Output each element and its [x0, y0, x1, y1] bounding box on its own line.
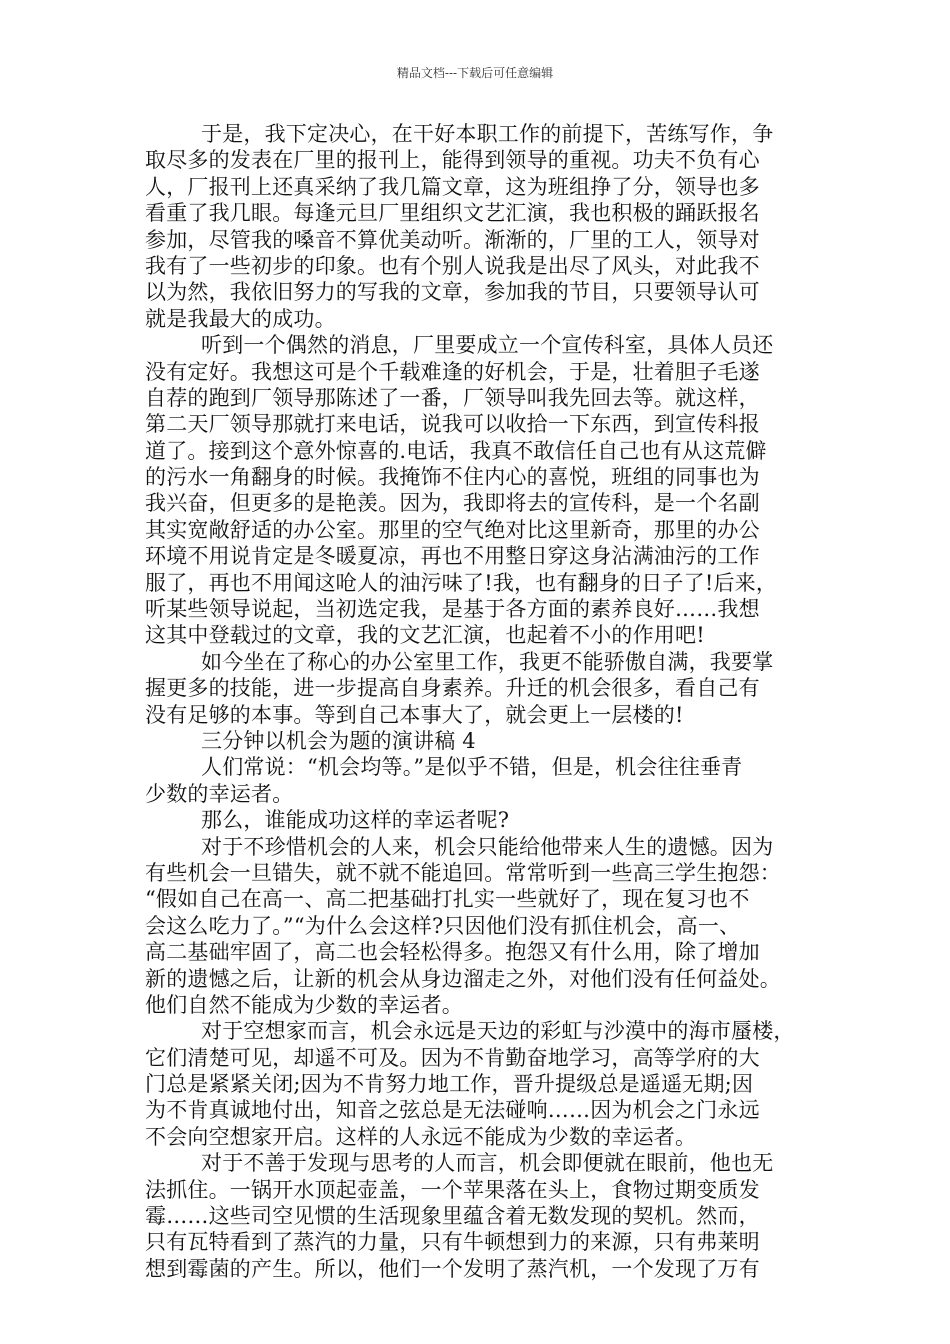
text-line: 霉……这些司空见惯的生活现象里蕴含着无数发现的契机。然而，: [145, 1204, 760, 1229]
text-line: 只有瓦特看到了蒸汽的力量，只有牛顿想到力的来源，只有弗莱明: [145, 1230, 760, 1255]
document-body: [145, 121, 807, 1282]
text-line: 对于空想家而言，机会永远是天边的彩虹与沙漠中的海市蜃楼，: [201, 1019, 795, 1044]
text-line: 环境不用说肯定是冬暖夏凉，再也不用整日穿这身沾满油污的工作: [145, 544, 760, 569]
text-line: 三分钟以机会为题的演讲稿 4: [201, 728, 476, 753]
text-line: 人们常说：“机会均等。”是似乎不错，但是，机会往往垂青: [201, 755, 743, 780]
text-line: 听某些领导说起，当初选定我，是基于各方面的素养良好……我想: [145, 597, 760, 622]
text-line: 就是我最大的成功。: [145, 306, 336, 331]
text-line: 参加，尽管我的嗓音不算优美动听。渐渐的，厂里的工人，领导对: [145, 227, 760, 252]
text-line: “假如自己在高一、高二把基础打扎实一些就好了，现在复习也不: [145, 887, 750, 912]
text-line: 对于不珍惜机会的人来，机会只能给他带来人生的遗憾。因为: [201, 834, 774, 859]
text-line: 那么，谁能成功这样的幸运者呢?: [201, 808, 510, 833]
text-line: 人，厂报刊上还真采纳了我几篇文章，这为班组挣了分，领导也多: [145, 174, 760, 199]
text-line: 新的遗憾之后，让新的机会从身边溜走之外，对他们没有任何益处。: [145, 966, 781, 991]
text-line: 有些机会一旦错失，就不就不能追回。常常听到一些高三学生抱怨：: [145, 860, 781, 885]
text-line: 道了。接到这个意外惊喜的.电话，我真不敢信任自己也有从这荒僻: [145, 438, 767, 463]
text-line: 没有定好。我想这可是个千载难逢的好机会，于是，壮着胆子毛遂: [145, 359, 760, 384]
text-line: 看重了我几眼。每逢元旦厂里组织文艺汇演，我也积极的踊跃报名: [145, 201, 760, 226]
text-line: 会这么吃力了。”“为什么会这样?只因他们没有抓住机会，高一、: [145, 913, 741, 938]
text-line: 握更多的技能，进一步提高自身素养。升迁的机会很多，看自己有: [145, 676, 760, 701]
text-line: 没有足够的本事。等到自己本事大了，就会更上一层楼的!: [145, 702, 684, 727]
page-header: 精品文档---下载后可任意编辑: [396, 66, 554, 80]
text-line: 以为然，我依旧努力的写我的文章，参加我的节目，只要领导认可: [145, 280, 760, 305]
text-line: 想到霉菌的产生。所以，他们一个发明了蒸汽机，一个发现了万有: [145, 1256, 760, 1281]
text-line: 听到一个偶然的消息，厂里要成立一个宣传科室，具体人员还: [201, 333, 774, 358]
text-line: 对于不善于发现与思考的人而言，机会即便就在眼前，他也无: [201, 1151, 774, 1176]
text-line: 他们自然不能成为少数的幸运者。: [145, 992, 463, 1017]
text-line: 我兴奋，但更多的是艳羡。因为，我即将去的宣传科，是一个名副: [145, 491, 760, 516]
text-line: 少数的幸运者。: [145, 781, 294, 806]
text-line: 高二基础牢固了，高二也会轻松得多。抱怨又有什么用，除了增加: [145, 940, 760, 965]
text-line: 它们清楚可见，却遥不可及。因为不肯勤奋地学习，高等学府的大: [145, 1045, 760, 1070]
text-line: 取尽多的发表在厂里的报刊上，能得到领导的重视。功夫不负有心: [145, 148, 760, 173]
text-line: 自荐的跑到厂领导那陈述了一番，厂领导叫我先回去等。就这样，: [145, 385, 760, 410]
text-line: 这其中登载过的文章，我的文艺汇演，也起着不小的作用吧!: [145, 623, 705, 648]
text-line: 第二天厂领导那就打来电话，说我可以收拾一下东西，到宣传科报: [145, 412, 760, 437]
text-line: 门总是紧紧关闭;因为不肯努力地工作，晋升提级总是遥遥无期;因: [145, 1072, 754, 1097]
text-line: 为不肯真诚地付出，知音之弦总是无法碰响……因为机会之门永远: [145, 1098, 760, 1123]
text-line: 其实宽敞舒适的办公室。那里的空气绝对比这里新奇，那里的办公: [145, 517, 760, 542]
text-line: 法抓住。一锅开水顶起壶盖，一个苹果落在头上，食物过期变质发: [145, 1177, 760, 1202]
text-line: 的污水一角翻身的时候。我掩饰不住内心的喜悦，班组的同事也为: [145, 465, 760, 490]
text-line: 不会向空想家开启。这样的人永远不能成为少数的幸运者。: [145, 1124, 697, 1149]
text-line: 于是，我下定决心，在干好本职工作的前提下，苦练写作，争: [201, 122, 774, 146]
text-line: 服了，再也不用闻这呛人的油污味了!我，也有翻身的日子了!后来，: [145, 570, 778, 595]
text-line: 如今坐在了称心的办公室里工作，我更不能骄傲自满，我要掌: [201, 649, 774, 674]
text-line: 我有了一些初步的印象。也有个别人说我是出尽了风头，对此我不: [145, 253, 760, 278]
